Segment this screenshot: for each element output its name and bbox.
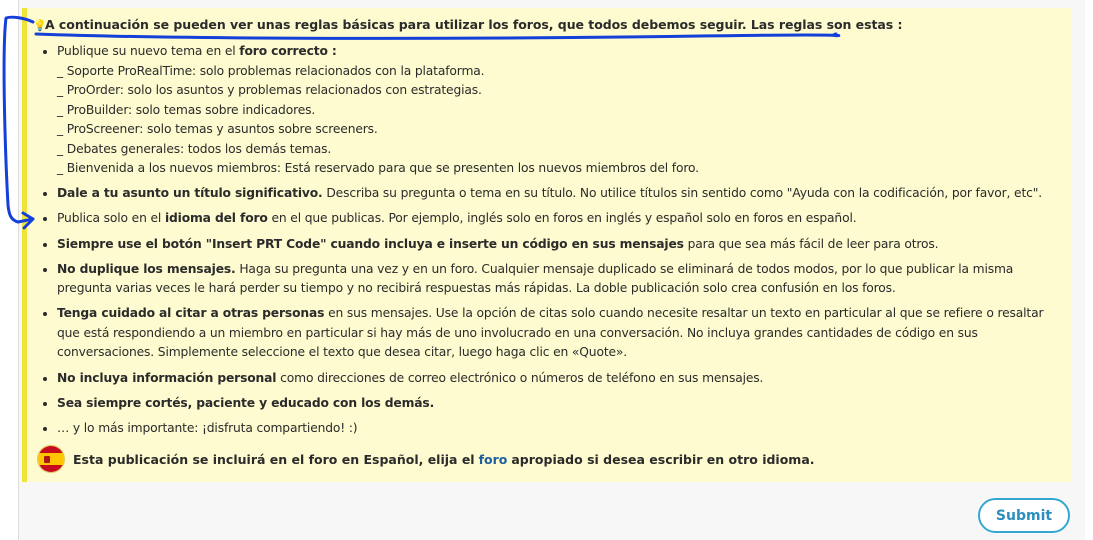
- rule-bold: Dale a tu asunto un título significativo.: [57, 186, 323, 201]
- language-notice: [37, 445, 815, 473]
- language-notice-text-end: apropiado si desea escribir en otro idioma.: [511, 451, 815, 467]
- rule-item: [57, 304, 1057, 363]
- forum-category-line: _ Debates generales: todos los demás temas.: [57, 141, 332, 156]
- rules-list: [42, 42, 1057, 444]
- rule-bold: Siempre use el botón "Insert PRT Code" cuando incluya e inserte un código en sus mensajes: [57, 236, 684, 251]
- notice-header-text: A continuación se pueden ver unas reglas básicas para utilizar los foros, que todos debemos seguir. Las reglas son estas :: [45, 17, 903, 32]
- rule-item: [57, 42, 1057, 179]
- rule-bold: No duplique los mensajes.: [57, 261, 236, 276]
- rule-text: Describa su pregunta o tema en su título. No utilice títulos sin sentido como "Ayuda con la codificación, por favor, etc".: [322, 186, 1043, 201]
- rule-text: Haga su pregunta una vez y en un foro. Cualquier mensaje duplicado se eliminará de todos modos, por lo que publicar la misma pregunta varias veces le hará perder su tiempo y no recibirá respuestas más rápidas. La doble publicación solo crea confusión en los foros.: [57, 261, 1014, 296]
- forum-category-line: _ ProOrder: solo los asuntos y problemas relacionados con estrategias.: [57, 83, 482, 97]
- forum-link[interactable]: foro: [478, 451, 508, 467]
- rule-item: [57, 209, 1057, 229]
- rule-bold: foro correcto :: [239, 44, 337, 58]
- spain-flag-icon: [37, 445, 65, 473]
- rule-item: [57, 260, 1057, 299]
- rule-text: en sus mensajes. Use la opción de citas solo cuando necesite resaltar un texto en particular al que se refiere o resaltar que está respondiendo a un miembro en particular si hay más de uno involucrado en una conversación. No incluya grandes cantidades de código en sus conversaciones. Simplemente seleccione el texto que desea citar, luego haga clic en «Quote».: [57, 306, 1044, 360]
- language-notice-text: Esta publicación se incluirá en el foro en Español, elija el: [73, 451, 475, 467]
- submit-button[interactable]: Submit: [978, 498, 1070, 533]
- notice-header: [33, 17, 902, 32]
- rule-text: en el que publicas. Por ejemplo, inglés solo en foros en inglés y español solo en foros en español.: [267, 211, 857, 226]
- rule-text: … y lo más importante: ¡disfruta compartiendo! :): [57, 421, 358, 435]
- forum-category-line: _ Bienvenida a los nuevos miembros: Está reservado para que se presenten los nuevos miembros del foro.: [57, 161, 699, 175]
- lightbulb-icon: 💡: [33, 19, 47, 32]
- forum-category-line: _ ProBuilder: solo temas sobre indicadores.: [57, 102, 316, 117]
- rule-bold: Sea siempre cortés, paciente y educado con los demás.: [57, 395, 435, 410]
- rule-item: [57, 394, 1057, 414]
- rule-bold: No incluya información personal: [57, 370, 277, 385]
- rule-bold: Tenga cuidado al citar a otras personas: [57, 306, 325, 321]
- rule-item: [57, 235, 1057, 255]
- rule-text: como direcciones de correo electrónico o números de teléfono en sus mensajes.: [276, 370, 764, 385]
- rule-text: Publique su nuevo tema en el: [57, 44, 240, 58]
- rule-item: [57, 184, 1057, 204]
- forum-category-line: _ ProScreener: solo temas y asuntos sobre screeners.: [57, 122, 378, 136]
- rule-text: para que sea más fácil de leer para otros.: [683, 236, 939, 251]
- rule-item: [57, 369, 1057, 389]
- rule-text: Publica solo en el: [57, 211, 165, 226]
- rule-item: [57, 419, 1057, 439]
- forum-category-line: _ Soporte ProRealTime: solo problemas relacionados con la plataforma.: [57, 63, 485, 78]
- rule-bold: idioma del foro: [164, 211, 268, 226]
